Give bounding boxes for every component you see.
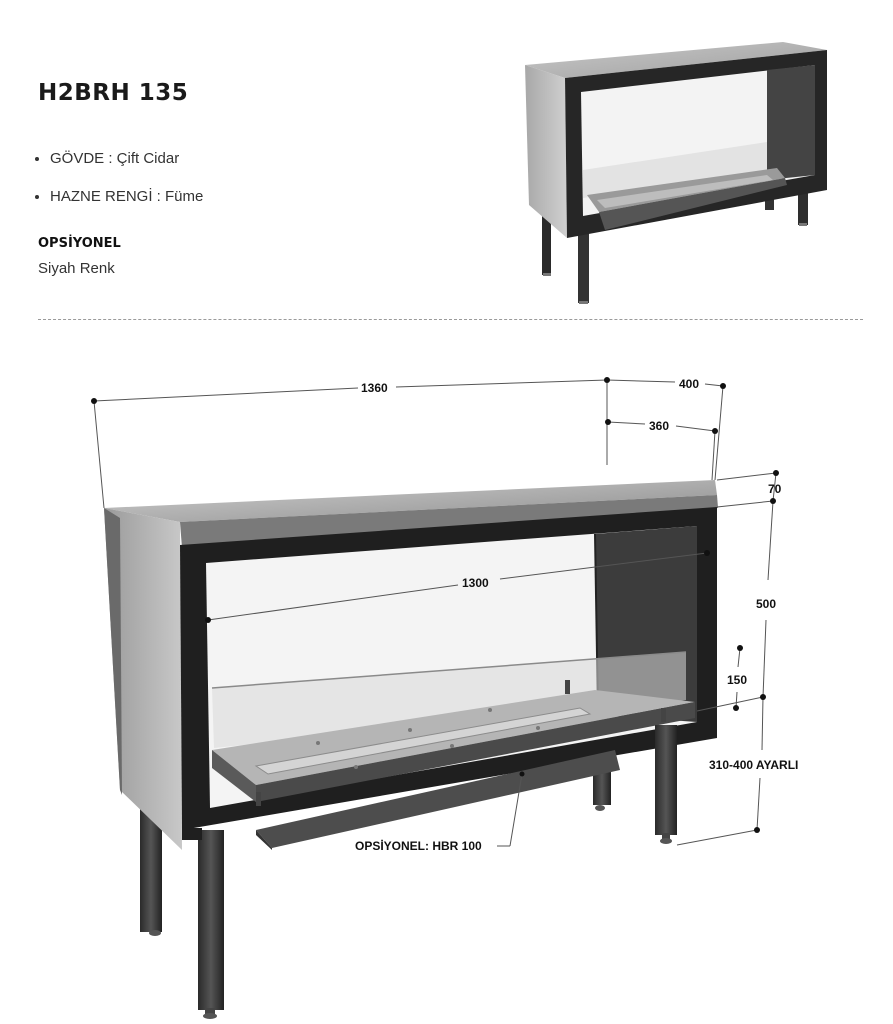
page-title: H2BRH 135 [38,80,189,106]
dim-leg-height: 310-400 AYARLI [709,758,799,772]
dim-width-inner: 1300 [462,576,489,590]
option-heading: OPSİYONEL [38,236,121,251]
dim-glass-height: 150 [727,673,748,687]
option-label-hbr: OPSİYONEL: HBR 100 [355,839,482,853]
dim-top-thickness: 70 [768,482,782,496]
dim-height-body: 500 [756,597,777,611]
dim-width-total: 1360 [361,381,388,395]
option-value: Siyah Renk [38,260,115,277]
spec-item-body: • GÖVDE : Çift Cidar [50,140,203,178]
fireplace-illustration [104,480,718,1019]
spec-list [30,140,203,216]
product-photo [515,40,845,310]
section-divider [38,319,863,320]
dim-depth-total: 400 [679,377,700,391]
dim-depth-inner: 360 [649,419,670,433]
technical-drawing [0,330,893,1024]
spec-item-chamber-color: • HAZNE RENGİ : Füme [50,178,203,216]
